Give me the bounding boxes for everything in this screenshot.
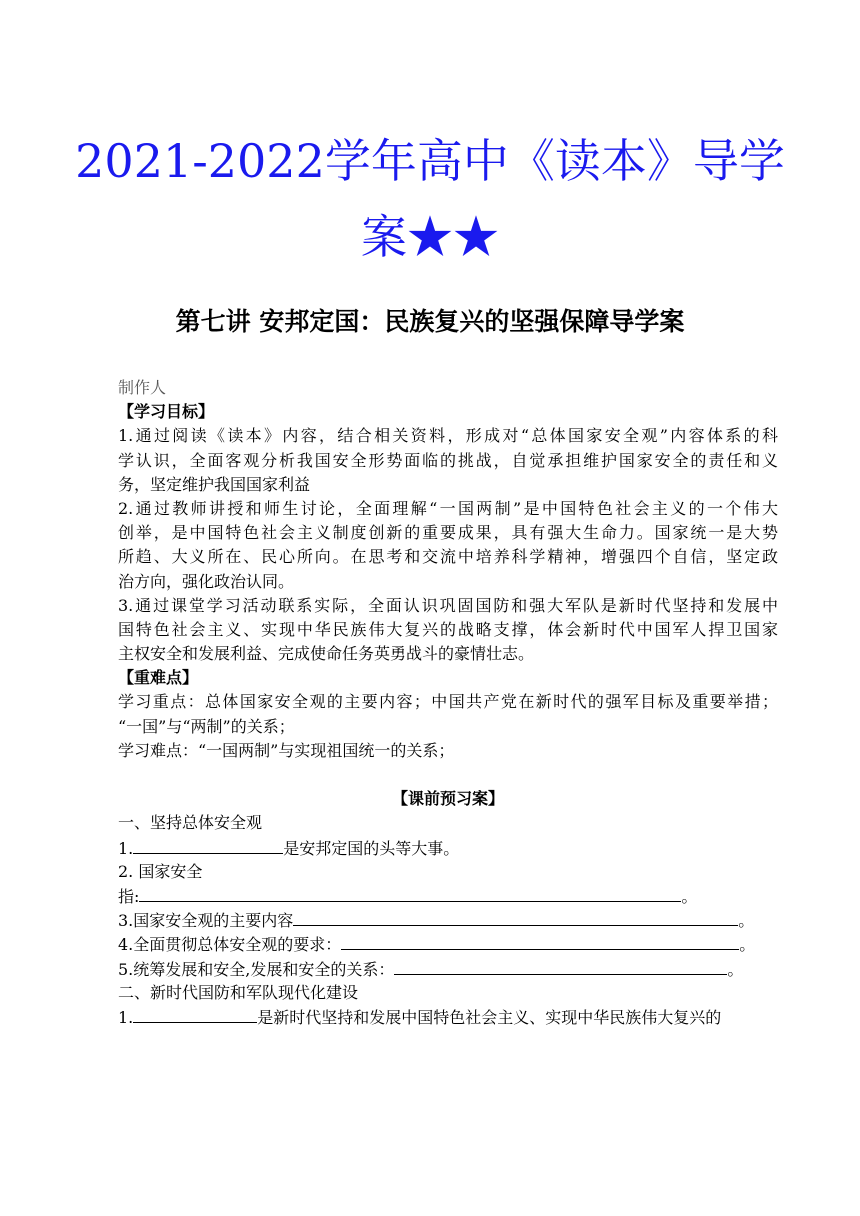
objective-2-line-1: 2.通过教师讲授和师生讨论，全面理解“一国两制”是中国特色社会主义的一个伟大: [118, 498, 778, 518]
spacer: [118, 763, 778, 787]
question-2-blank[interactable]: [139, 884, 681, 902]
question-3-prefix: 3.国家安全观的主要内容: [118, 911, 294, 931]
section-2-title: 二、新时代国防和军队现代化建设: [118, 982, 359, 1002]
question-5-prefix: 5.统筹发展和安全,发展和安全的关系：: [118, 959, 395, 979]
question-4: [118, 932, 778, 956]
section-1-title: 一、坚持总体安全观: [118, 813, 263, 833]
preview-heading: 【课前预习案】: [391, 789, 504, 809]
question-3-blank[interactable]: [293, 908, 738, 926]
study-focus-line-2: “一国”与“两制”的关系；: [118, 716, 295, 736]
main-title-line-1: 2021-2022学年高中《读本》导学: [75, 134, 785, 188]
question-2-title: 2. 国家安全: [118, 861, 203, 881]
question-1-text: 是安邦定国的头等大事。: [283, 838, 460, 858]
objectives-heading: 【学习目标】: [118, 402, 215, 422]
main-title-line-2: 案★★: [361, 210, 499, 264]
question-2-suffix: 。: [681, 886, 698, 906]
question-1-blank[interactable]: [133, 836, 283, 854]
question-4-prefix: 4.全面贯彻总体安全观的要求：: [118, 935, 342, 955]
objective-1-line-1: 1.通过阅读《读本》内容，结合相关资料，形成对“总体国家安全观”内容体系的科: [118, 426, 778, 446]
key-points-heading: 【重难点】: [118, 668, 199, 688]
question-4-suffix: 。: [739, 935, 756, 955]
objective-2-line-3: 所趋、大义所在、民心所向。在思考和交流中培养科学精神，增强四个自信，坚定政: [118, 547, 778, 567]
objective-3-line-3: 主权安全和发展利益、完成使命任务英勇战斗的豪情壮志。: [118, 644, 535, 664]
question-5-blank[interactable]: [394, 957, 727, 975]
question-4-blank[interactable]: [341, 932, 739, 950]
question-1-number: 1.: [118, 838, 134, 858]
document-body: [118, 376, 778, 1029]
study-focus-line-1: 学习重点：总体国家安全观的主要内容；中国共产党在新时代的强军目标及重要举措；: [118, 692, 778, 712]
question-2-prefix: 指:: [118, 886, 140, 906]
question-2: [118, 884, 778, 908]
question-1: [118, 836, 778, 860]
objective-3-line-2: 国特色社会主义、实现中华民族伟大复兴的战略支撑，体会新时代中国军人捍卫国家: [118, 619, 778, 639]
question-5: [118, 957, 778, 981]
objective-1-line-3: 务，坚定维护我国国家利益: [118, 474, 311, 494]
lecture-title: 第七讲 安邦定国：民族复兴的坚强保障导学案: [175, 307, 685, 336]
question-3: [118, 908, 778, 932]
objective-3-line-1: 3.通过课堂学习活动联系实际，全面认识巩固国防和强大军队是新时代坚持和发展中: [118, 595, 778, 615]
objective-2-line-4: 治方向，强化政治认同。: [118, 571, 295, 591]
author-label: 制作人: [118, 378, 167, 397]
objective-1-line-2: 学认识，全面客观分析我国安全形势面临的挑战，自觉承担维护国家安全的责任和义: [118, 450, 778, 470]
objective-2-line-2: 创举，是中国特色社会主义制度创新的重要成果，具有强大生命力。国家统一是大势: [118, 523, 778, 543]
study-difficulty: 学习难点：“一国两制”与实现祖国统一的关系；: [118, 740, 455, 760]
question-5-suffix: 。: [727, 959, 744, 979]
question-3-suffix: 。: [738, 911, 755, 931]
question-6-number: 1.: [118, 1007, 134, 1027]
question-6-text: 是新时代坚持和发展中国特色社会主义、实现中华民族伟大复兴的: [257, 1007, 722, 1027]
question-6-blank[interactable]: [133, 1005, 257, 1023]
question-6: [118, 1005, 778, 1029]
